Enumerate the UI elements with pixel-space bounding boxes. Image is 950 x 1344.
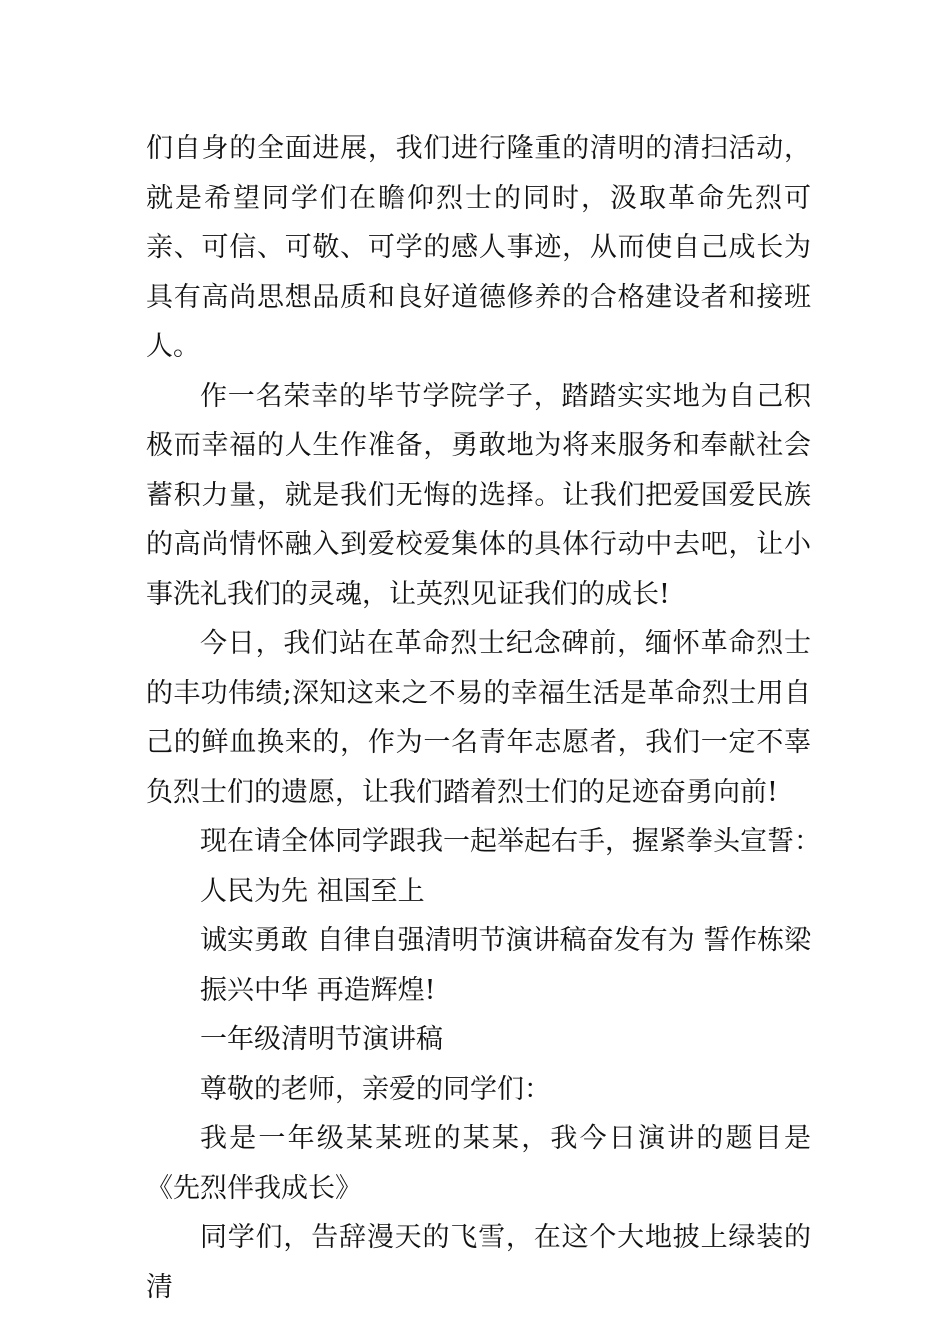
paragraph-student-choice: 作一名荣幸的毕节学院学子，踏踏实实地为自己积极而幸福的人生作准备，勇敢地为将来服务和奉献社会蓄积力量，就是我们无悔的选择。让我们把爱国爱民族的高尚情怀融入到爱校爱集体的具体行动中去吧，让小事洗礼我们的灵魂，让英烈见证我们的成长! [146, 380, 811, 610]
salutation: 尊敬的老师，亲爱的同学们： [200, 1073, 551, 1105]
paragraph-spring-intro: 同学们，告辞漫天的飞雪，在这个大地披上绿装的清 [146, 1222, 811, 1303]
oath-line-3: 振兴中华 再造辉煌! [200, 974, 436, 1006]
paragraph-continuation: 们自身的全面进展，我们进行隆重的清明的清扫活动，就是希望同学们在瞻仰烈士的同时，汲取革命先烈可亲、可信、可敬、可学的感人事迹，从而使自己成长为具有高尚思想品质和良好道德修养的合格建设者和接班人。 [146, 133, 811, 362]
oath-intro-line: 现在请全体同学跟我一起举起右手，握紧拳头宣誓： [200, 826, 821, 857]
paragraph-memorial: 今日，我们站在革命烈士纪念碑前，缅怀革命烈士的丰功伟绩;深知这来之不易的幸福生活是革命烈士用自己的鲜血换来的，作为一名青年志愿者，我们一定不辜负烈士们的遗愿，让我们踏着烈士们的足迹奋勇向前! [146, 628, 811, 808]
paragraph-speech-topic: 我是一年级某某班的某某，我今日演讲的题目是《先烈伴我成长》 [146, 1123, 811, 1204]
section-title: 一年级清明节演讲稿 [200, 1024, 443, 1055]
oath-line-1: 人民为先 祖国至上 [200, 875, 425, 907]
document-body [146, 124, 821, 1312]
oath-line-2: 诚实勇敢 自律自强清明节演讲稿奋发有为 誓作栋梁 [200, 925, 812, 956]
